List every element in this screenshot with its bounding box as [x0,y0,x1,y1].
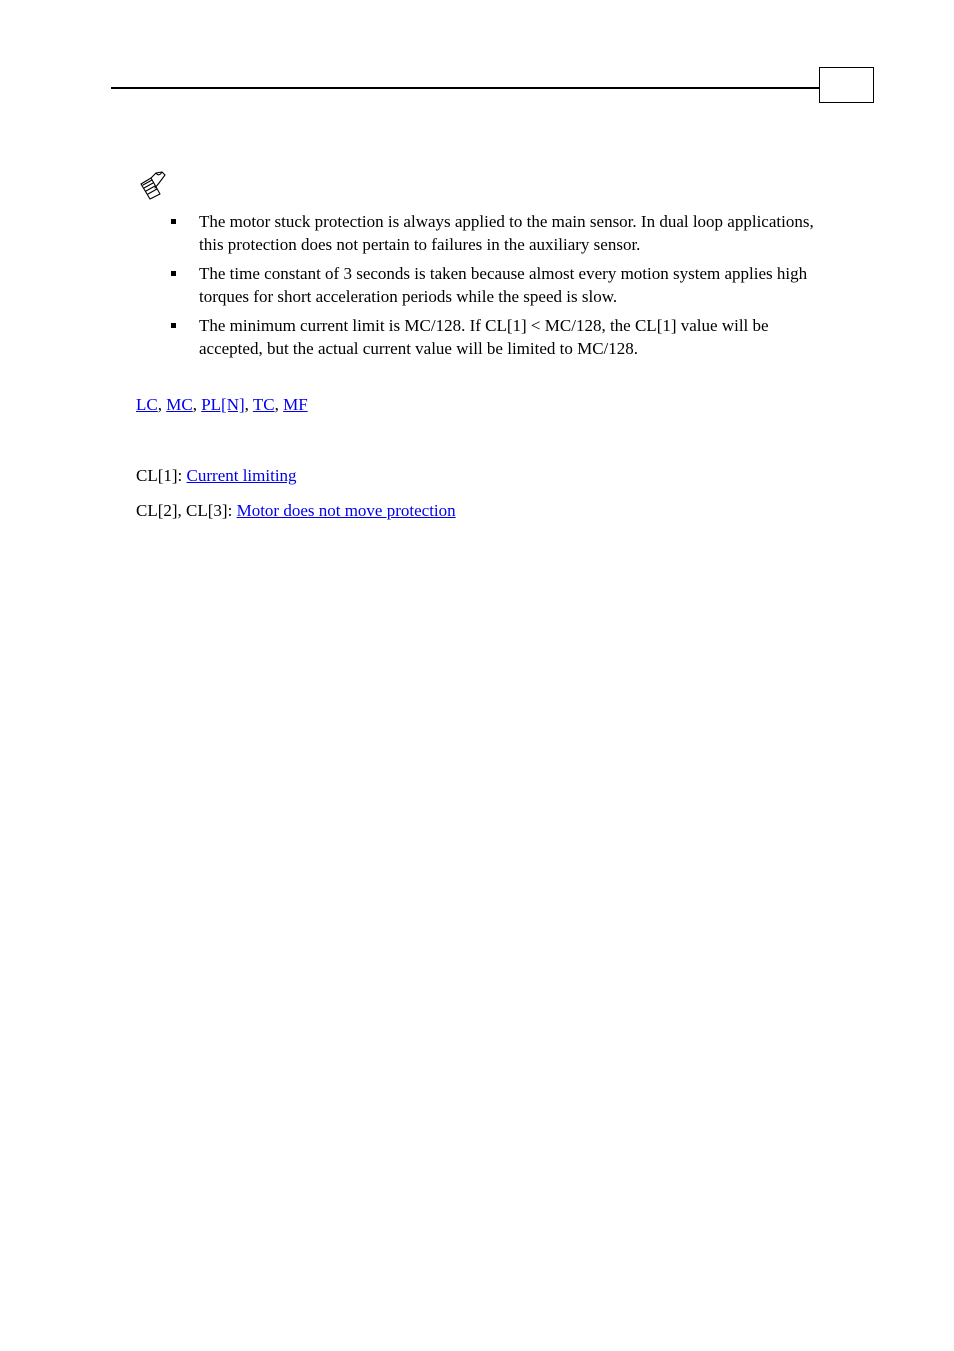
reference-prefix: CL[2], CL[3]: [136,501,237,520]
reference-prefix: CL[1]: [136,466,187,485]
note-text: The minimum current limit is MC/128. If CL[1] < MC/128, the CL[1] value will be accepted, but the actual current value will be limited to MC/128. [199,316,769,358]
link-mc[interactable]: MC [166,395,193,414]
link-separator: , [274,395,284,414]
link-mf[interactable]: MF [283,395,308,414]
reference-cl2-cl3 [136,499,456,522]
link-current-limiting[interactable]: Current limiting [186,466,297,485]
note-icon [138,170,168,200]
link-separator: , [244,395,253,414]
header-rule [111,87,821,89]
link-pl-n[interactable]: PL[N] [201,395,245,414]
note-item-3 [170,314,820,360]
bullet-square-icon [171,219,176,224]
bullet-square-icon [171,323,176,328]
note-item-2 [170,262,820,308]
bullet-square-icon [171,271,176,276]
page-number-box [819,67,874,103]
link-separator: , [157,395,167,414]
see-also-links [136,393,308,416]
notes-list [170,210,820,366]
note-text: The time constant of 3 seconds is taken because almost every motion system applies high torques for short acceleration periods while the speed is slow. [199,264,808,306]
link-tc[interactable]: TC [252,395,275,414]
link-motor-does-not-move-protection[interactable]: Motor does not move protection [236,501,456,520]
reference-cl1 [136,464,297,487]
link-separator: , [192,395,202,414]
note-item-1 [170,210,820,256]
link-lc[interactable]: LC [136,395,158,414]
note-text: The motor stuck protection is always applied to the main sensor. In dual loop applications, this protection does not pertain to failures in the auxiliary sensor. [199,212,814,254]
